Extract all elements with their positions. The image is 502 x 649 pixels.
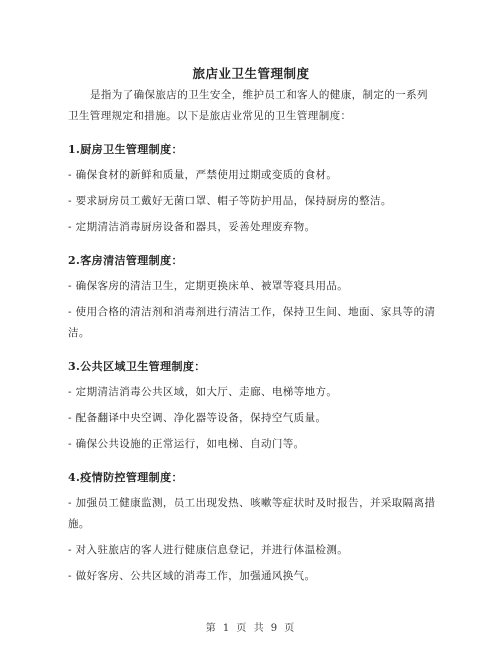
list-item: - 配备翻译中央空调、净化器等设备，保持空气质量。 [68, 412, 327, 424]
list-item: - 定期清洁消毒公共区域，如大厅、走廊、电梯等地方。 [68, 386, 338, 398]
list-item: - 对入驻旅店的客人进行健康信息登记，并进行体温检测。 [68, 544, 349, 556]
list-item: - 使用合格的清洁剂和消毒剂进行清洁工作，保持卫生间、地面、家具等的清洁。 [68, 306, 436, 339]
section-heading: 2.客房清洁管理制度： [68, 254, 183, 267]
section-guestroom [68, 250, 436, 344]
list-item: - 做好客房、公共区域的消毒工作，加强通风换气。 [68, 570, 316, 582]
section-heading: 4.疫情防控管理制度： [68, 471, 183, 484]
section-epidemic [68, 467, 436, 587]
section-kitchen [68, 139, 436, 238]
document-title: 旅店业卫生管理制度 [192, 66, 310, 81]
document-body [68, 85, 436, 592]
list-item: - 确保公共设施的正常运行，如电梯、自动门等。 [68, 438, 305, 450]
section-heading: 1.厨房卫生管理制度： [68, 143, 183, 156]
list-item: - 加强员工健康监测，员工出现发热、咳嗽等症状时及时报告，并采取隔离措施。 [68, 497, 436, 530]
list-item: - 定期清洁消毒厨房设备和器具，妥善处理废弃物。 [68, 221, 316, 233]
section-public-area [68, 356, 436, 455]
section-heading: 3.公共区域卫生管理制度： [68, 360, 206, 373]
list-item: - 确保客房的清洁卫生，定期更换床单、被罩等寝具用品。 [68, 280, 349, 292]
list-item: - 确保食材的新鲜和质量，严禁使用过期或变质的食材。 [68, 169, 338, 181]
intro-paragraph: 是指为了确保旅店的卫生安全，维护员工和客人的健康，制定的一系列卫生管理规定和措施。以下是旅店业常见的卫生管理制度： [68, 89, 428, 122]
list-item: - 要求厨房员工戴好无菌口罩、帽子等防护用品，保持厨房的整洁。 [68, 195, 392, 207]
page-number: 第 1 页 共 9 页 [205, 623, 297, 634]
